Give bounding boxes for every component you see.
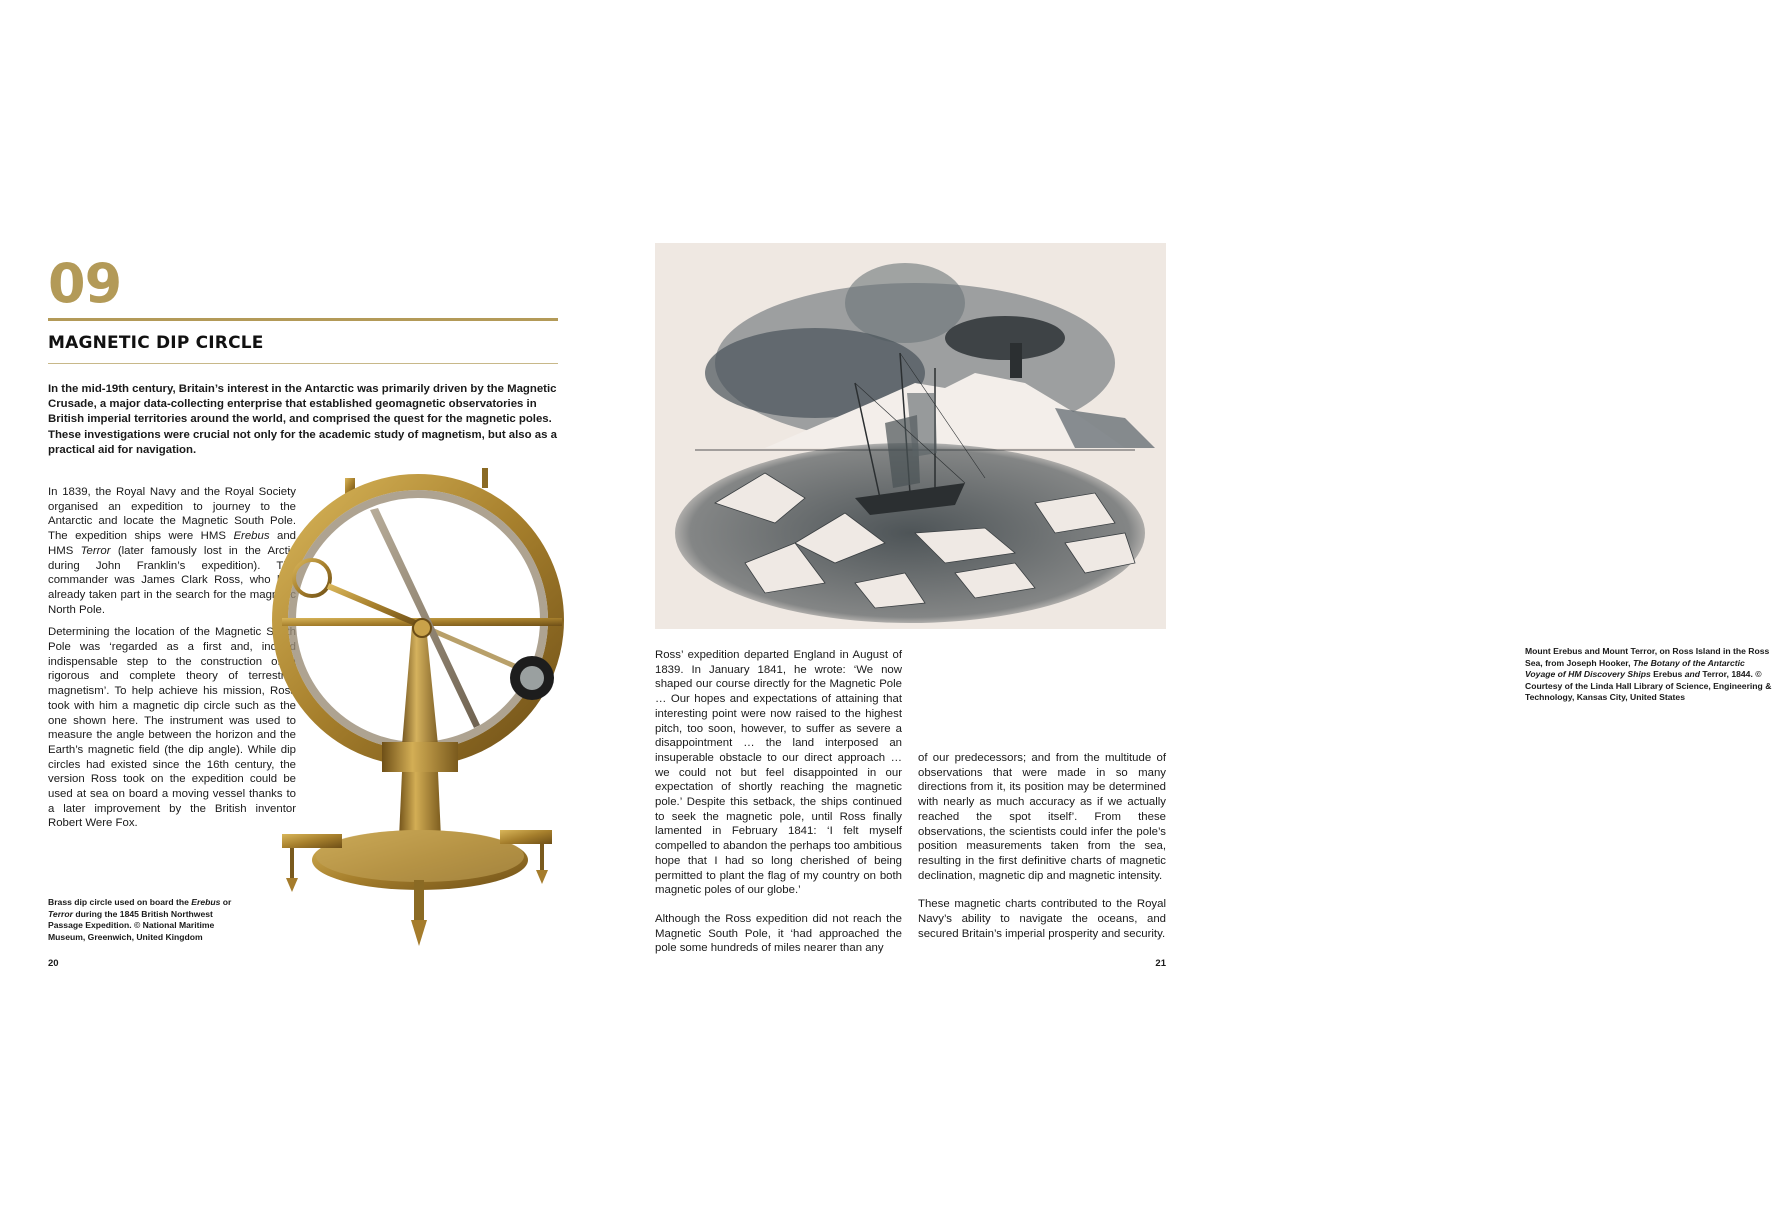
- page-title: MAGNETIC DIP CIRCLE: [48, 333, 264, 353]
- dip-circle-figure: [270, 460, 570, 950]
- title-rule-top: [48, 318, 558, 321]
- figure-caption-left: Brass dip circle used on board the Erebus or Terror during the 1845 British Northwest Passage Expedition. © National Maritime Museum, Greenwich, United Kingdom: [48, 897, 232, 942]
- dip-circle-illustration: [270, 460, 570, 950]
- right-page: [607, 0, 1772, 1214]
- left-page: [0, 0, 607, 1214]
- erebus-terror-engraving: [655, 243, 1166, 629]
- body-paragraph-1: In 1839, the Royal Navy and the Royal Society organised an expedition to journey to the Antarctic and locate the Magnetic South Pole. The expedition ships were HMS Erebus and HMS Terror (later famously lost in the Arctic during John Franklin’s expedition). The commander was James Clark Ross, who had already taken part in the search for the magnetic North Pole.: [48, 486, 296, 616]
- title-rule-bottom: [48, 363, 558, 364]
- intro-paragraph: In the mid-19th century, Britain’s interest in the Antarctic was primarily driven by the Magnetic Crusade, a major data-collecting enterprise that established geomagnetic observatories in British imperial territories around the world, and comprised the quest for the magnetic poles. These investigations were crucial not only for the academic study of magnetism, but also as a practical aid for navigation.: [48, 383, 557, 456]
- chapter-number: 09: [48, 252, 122, 315]
- page-number-right: 21: [1155, 958, 1166, 969]
- left-body-column: [48, 485, 296, 839]
- body-paragraph-6: These magnetic charts contributed to the Royal Navy’s ability to navigate the oceans, and secured Britain’s imperial prosperity and security.: [918, 898, 1166, 940]
- body-paragraph-4: Although the Ross expedition did not reach the Magnetic South Pole, it ‘had approached the pole some hundreds of miles nearer than any: [655, 912, 902, 955]
- right-body-column-2: [918, 751, 1166, 955]
- right-body-column-1: [655, 648, 902, 970]
- figure-caption-right: Mount Erebus and Mount Terror, on Ross Island in the Ross Sea, from Joseph Hooker, The Botany of the Antarctic Voyage of HM Discovery Ships Erebus and Terror, 1844. © Courtesy of the Linda Hall Library of Science, Engineering & Technology, Kansas City, United States: [1525, 646, 1772, 702]
- body-paragraph-3: Ross’ expedition departed England in August of 1839. In January 1841, he wrote: ‘We now shaped our course directly for the Magnetic Pole … Our hopes and expectations of attaining that interesting point were now raised to the highest pitch, too soon, however, to suffer as severe a disappointment … the land interposed an insuperable obstacle to our direct approach … we could not but feel disappointed in our expectation of shortly reaching the magnetic pole.’ Despite this setback, the ships continued to seek the magnetic pole, until Ross finally lamented in February 1841: ‘I felt myself compelled to abandon the perhaps too ambitious hope that I had so long cherished of being permitted to plant the flag of my country on both magnetic poles of our globe.’: [655, 649, 902, 897]
- body-paragraph-2: Determining the location of the Magnetic South Pole was ‘regarded as a first and, indeed indispensable step to the construction of a rigorous and complete theory of terrestrial magnetism’. To help achieve his mission, Ross took with him a magnetic dip circle such as the one shown here. The instrument was used to measure the angle between the horizon and the Earth’s magnetic field (the dip angle). While dip circles had existed since the 16th century, the version Ross took on the expedition could be used at sea on board a moving vessel thanks to a later improvement by the British inventor Robert Were Fox.: [48, 626, 296, 830]
- page-number-left: 20: [48, 958, 59, 969]
- body-paragraph-5: of our predecessors; and from the multitude of observations that were made in so many directions from it, its position may be determined with nearly as much accuracy as if we actually reached the spot itself’. From these observations, the scientists could infer the pole’s position measurements taken from the sea, resulting in the first definitive charts of magnetic declination, magnetic dip and magnetic intensity.: [918, 752, 1166, 882]
- engraving-figure: [655, 243, 1166, 629]
